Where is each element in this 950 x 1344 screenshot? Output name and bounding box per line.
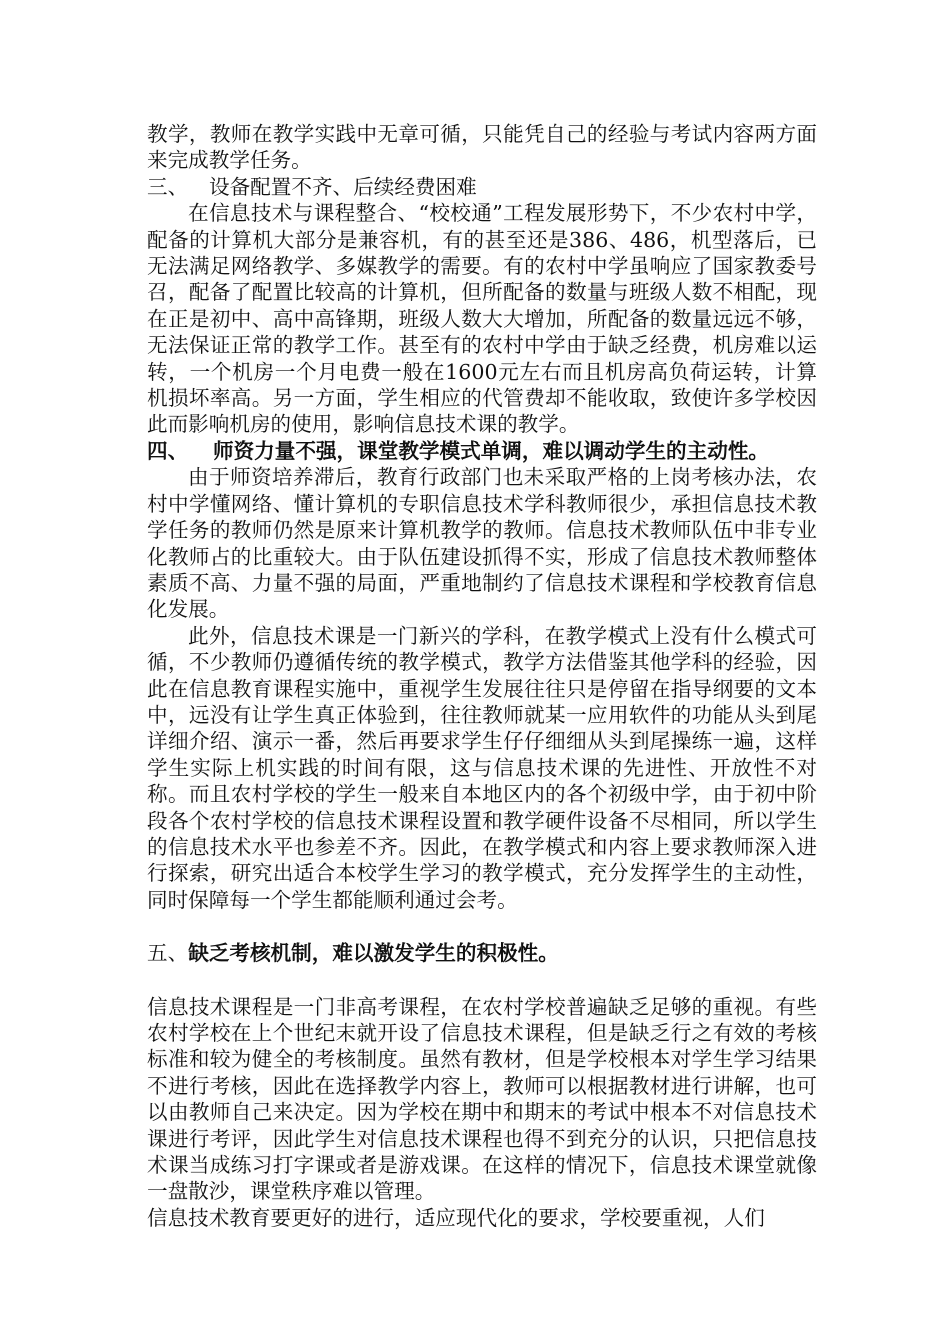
paragraph-assessment: 信息技术课程是一门非高考课程，在农村学校普遍缺乏足够的重视。有些农村学校在上个世纪末就开设了信息技术课程，但是缺乏行之有效的考核标准和较为健全的考核制度。虽然有教材，但是学校根本对学生学习结果不进行考核，因此在选择教学内容上，教师可以根据教材进行讲解，也可以由教师自己来决定。因为学校在期中和期末的考试中根本不对信息技术课进行考评，因此学生对信息技术课程也得不到充分的认识，只把信息技术课当成练习打字课或者是游戏课。在这样的情况下，信息技术课堂就像一盘散沙，课堂秩序难以管理。 — [147, 994, 817, 1204]
section-number-5: 五、 — [147, 941, 189, 966]
blank-line — [147, 967, 817, 994]
section-number-4: 四、 — [147, 438, 189, 463]
paragraph-continuation: 教学，教师在教学实践中无章可循，只能凭自己的经验与考试内容两方面来完成教学任务。 — [147, 122, 817, 173]
section-number-3: 三、 — [147, 174, 189, 199]
section-heading-5 — [147, 940, 817, 966]
section-title-4: 师资力量不强，课堂教学模式单调，难以调动学生的主动性。 — [213, 438, 770, 463]
paragraph-closing: 信息技术教育要更好的进行，适应现代化的要求，学校要重视，人们 — [147, 1205, 765, 1230]
section-title-3: 设备配置不齐、后续经费困难 — [209, 174, 477, 199]
section-title-5: 缺乏考核机制，难以激发学生的积极性。 — [188, 941, 559, 966]
document-body — [147, 121, 817, 1231]
section-heading-3 — [147, 174, 817, 200]
paragraph-teachers: 由于师资培养滞后，教育行政部门也未采取严格的上岗考核办法，农村中学懂网络、懂计算机的专职信息技术学科教师很少，承担信息技术教学任务的教师仍然是原来计算机教学的教师。信息技术教师队伍中非专业化教师占的比重较大。由于队伍建设抓得不实，形成了信息技术教师整体素质不高、力量不强的局面，严重地制约了信息技术课程和学校教育信息化发展。 — [147, 465, 817, 622]
blank-line — [147, 913, 817, 940]
paragraph-teaching-model: 此外，信息技术课是一门新兴的学科，在教学模式上没有什么模式可循，不少教师仍遵循传统的教学模式，教学方法借鉴其他学科的经验，因此在信息教育课程实施中，重视学生发展往往只是停留在指导纲要的文本中，远没有让学生真正体验到，往往教师就某一应用软件的功能从头到尾详细介绍、演示一番，然后再要求学生仔仔细细从头到尾操练一遍，这样学生实际上机实践的时间有限，这与信息技术课的先进性、开放性不对称。而且农村学校的学生一般来自本地区内的各个初级中学，由于初中阶段各个农村学校的信息技术课程设置和教学硬件设备不尽相同，所以学生的信息技术水平也参差不齐。因此，在教学模式和内容上要求教师深入进行探索，研究出适合本校学生学习的教学模式，充分发挥学生的主动性，同时保障每一个学生都能顺利通过会考。 — [147, 623, 817, 912]
paragraph-equipment: 在信息技术与课程整合、“校校通”工程发展形势下，不少农村中学，配备的计算机大部分是兼容机，有的甚至还是386、486，机型落后，已无法满足网络教学、多媒教学的需要。有的农村中学虽响应了国家教委号召，配备了配置比较高的计算机，但所配备的数量与班级人数不相配，现在正是初中、高中高锋期，班级人数大大增加，所配备的数量远远不够，无法保证正常的教学工作。甚至有的农村中学由于缺乏经费，机房难以运转，一个机房一个月电费一般在1600元左右而且机房高负荷运转，计算机损坏率高。另一方面，学生相应的代管费却不能收取，致使许多学校因此而影响机房的使用，影响信息技术课的教学。 — [147, 201, 817, 437]
section-heading-4 — [147, 438, 817, 464]
